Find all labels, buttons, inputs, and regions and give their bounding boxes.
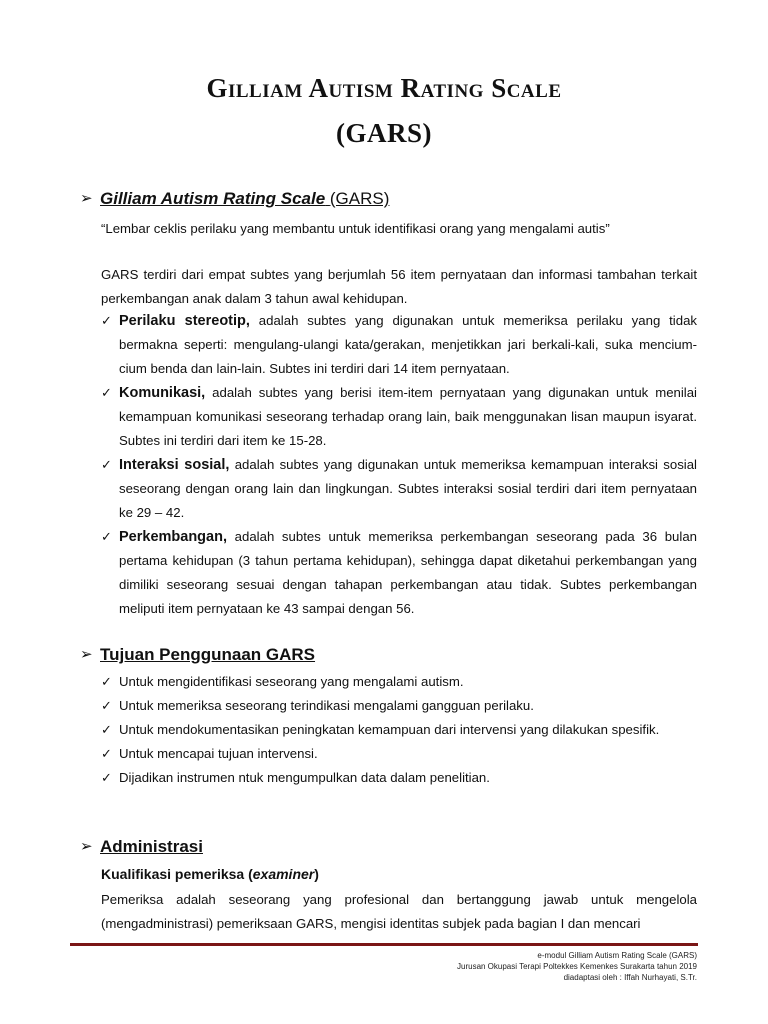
subheading-italic: examiner	[252, 866, 315, 882]
checkmark-icon: ✓	[101, 770, 112, 785]
subtest-term: Perilaku stereotip,	[119, 313, 250, 329]
subtest-term: Perkembangan,	[119, 529, 227, 545]
subheading-close: )	[314, 866, 319, 882]
section-heading-text: Tujuan Penggunaan GARS	[100, 645, 316, 664]
list-item	[101, 453, 697, 525]
purpose-text: Dijadikan instrumen ntuk mengumpulkan data dalam penelitian.	[119, 770, 490, 785]
arrow-bullet-icon: ➢	[80, 646, 93, 663]
arrow-bullet-icon: ➢	[80, 838, 93, 855]
heading-italic-part: Gilliam Autism Rating Scale	[100, 189, 326, 208]
examiner-paragraph: Pemeriksa adalah seseorang yang profesional dan bertanggung jawab untuk mengelola (mengadministrasi) pemeriksaan GARS, mengisi identitas subjek pada bagian I dan mencari	[101, 892, 697, 931]
section-heading-gars	[80, 188, 389, 210]
document-title: Gilliam Autism Rating Scale	[206, 73, 562, 103]
subtest-list	[101, 309, 697, 621]
footer-institution: Jurusan Okupasi Terapi Poltekkes Kemenkes Surakarta tahun 2019	[457, 962, 697, 971]
checkmark-icon: ✓	[101, 385, 112, 400]
document-title-abbrev: (GARS)	[336, 118, 432, 148]
list-item	[101, 381, 697, 453]
section-heading-text	[100, 188, 389, 210]
subtest-description: adalah subtes untuk memeriksa perkembangan seseorang pada 36 bulan pertama kehidupan (3 tahun pertama kehidupan), sehingga dapat diketahui perkembangan yang dimiliki seseorang sesuai dengan tahapan perkembangan atau tidak. Subtes perkembangan meliputi item pernyataan ke 43 sampai dengan 56.	[119, 529, 697, 616]
list-item	[101, 309, 697, 381]
list-item	[101, 766, 697, 790]
examiner-qualification-heading	[101, 864, 319, 884]
checkmark-icon: ✓	[101, 674, 112, 689]
list-item	[101, 694, 697, 718]
checkmark-icon: ✓	[101, 746, 112, 761]
footer-adapted-by: diadaptasi oleh : Iffah Nurhayati, S.Tr.	[563, 973, 697, 982]
list-item	[101, 718, 697, 742]
subheading-plain: Kualifikasi pemeriksa (	[101, 866, 253, 882]
section-heading-text: Administrasi	[100, 837, 203, 856]
checkmark-icon: ✓	[101, 457, 112, 472]
section-heading-administration	[80, 836, 203, 858]
gars-quote: “Lembar ceklis perilaku yang membantu untuk identifikasi orang yang mengalami autis”	[101, 221, 610, 236]
checkmark-icon: ✓	[101, 313, 112, 328]
list-item	[101, 742, 697, 766]
arrow-bullet-icon: ➢	[80, 190, 93, 207]
subtest-term: Komunikasi,	[119, 385, 206, 401]
checkmark-icon: ✓	[101, 698, 112, 713]
subtest-term: Interaksi sosial,	[119, 457, 230, 473]
subtest-description: adalah subtes yang digunakan untuk memeriksa kemampuan interaksi sosial seseorang dengan orang lain dan lingkungan. Subtes interaksi sosial terdiri dari item pernyataan ke 29 – 42.	[119, 457, 697, 520]
checkmark-icon: ✓	[101, 529, 112, 544]
purpose-text: Untuk mendokumentasikan peningkatan kemampuan dari intervensi yang dilakukan spesifik.	[119, 722, 660, 737]
subtest-description: adalah subtes yang digunakan untuk memeriksa perilaku yang tidak bermakna seperti: mengulang-ulangi kata/gerakan, menjetikkan jari berkali-kali, suka mencium-cium benda dan lain-lain. Subtes ini terdiri dari 14 item pernyataan.	[119, 313, 698, 376]
list-item	[101, 525, 697, 621]
purpose-list	[101, 670, 697, 790]
checkmark-icon: ✓	[101, 722, 112, 737]
gars-intro: GARS terdiri dari empat subtes yang berjumlah 56 item pernyataan dan informasi tambahan terkait perkembangan anak dalam 3 tahun awal kehidupan.	[101, 267, 697, 306]
section-heading-purpose	[80, 644, 315, 666]
purpose-text: Untuk memeriksa seseorang terindikasi mengalami gangguan perilaku.	[119, 698, 534, 713]
subtest-description: adalah subtes yang berisi item-item pernyataan yang digunakan untuk menilai kemampuan komunikasi seseorang terhadap orang lain, baik menggunakan lisan maupun isyarat. Subtes ini terdiri dari item ke 15-28.	[119, 385, 697, 448]
footer-rule	[70, 943, 698, 946]
heading-plain-part: (GARS)	[329, 189, 390, 208]
purpose-text: Untuk mencapai tujuan intervensi.	[119, 746, 318, 761]
purpose-text: Untuk mengidentifikasi seseorang yang mengalami autism.	[119, 674, 464, 689]
list-item	[101, 670, 697, 694]
footer-module-title: e-modul Gilliam Autism Rating Scale (GARS)	[537, 951, 697, 960]
